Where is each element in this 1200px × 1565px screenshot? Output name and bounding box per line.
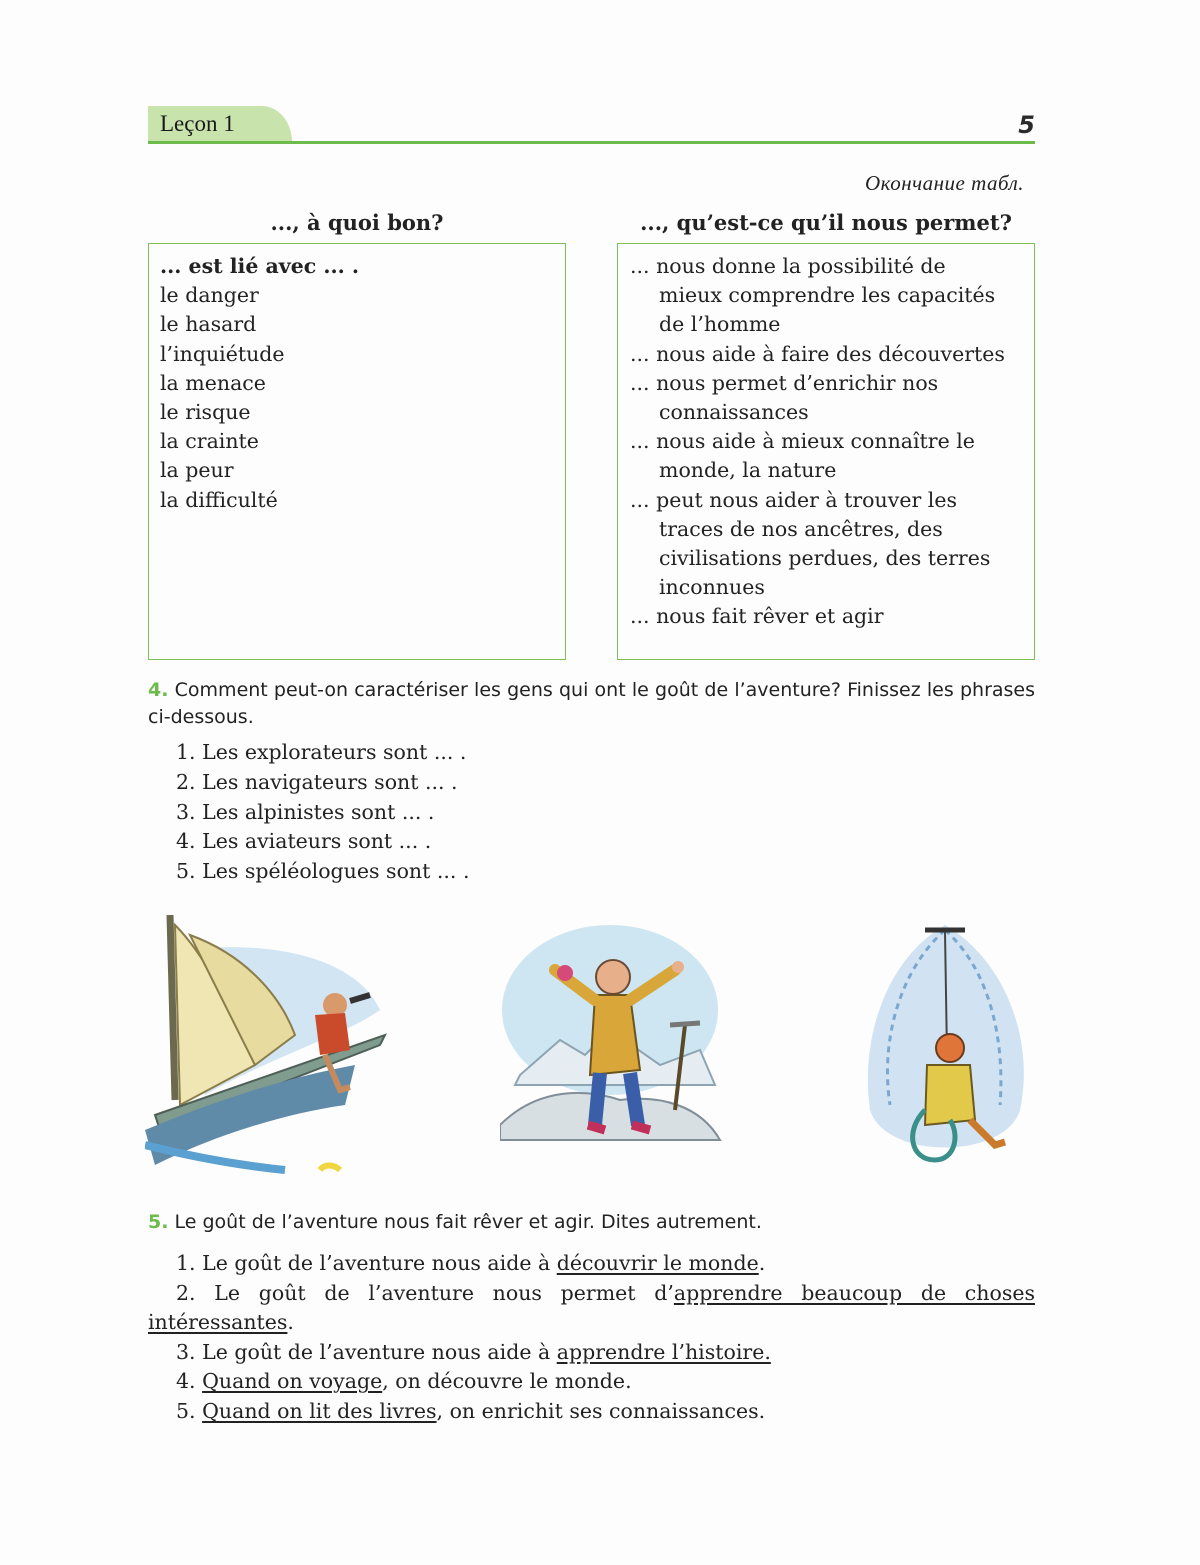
left-item: le hasard xyxy=(160,312,257,337)
page-header xyxy=(148,106,1035,144)
right-column-heading: ..., qu’est-ce qu’il nous permet? xyxy=(640,210,1012,235)
exercise-4-instruction xyxy=(148,677,1035,731)
speleologist-illustration xyxy=(855,920,1035,1180)
left-item: la peur xyxy=(160,458,234,483)
item-number: 2. xyxy=(176,1280,196,1305)
list-item: 5. Les spéléologues sont ... . xyxy=(176,859,470,884)
page-number: 5 xyxy=(1018,111,1035,139)
item-text: Le goût de l’aventure nous permet d’ xyxy=(214,1280,674,1305)
left-item: la crainte xyxy=(160,429,259,454)
left-item: la difficulté xyxy=(160,487,278,512)
underlined-phrase: Quand on voyage xyxy=(202,1369,383,1394)
item-text: Le goût de l’aventure nous aide à xyxy=(202,1251,557,1275)
list-item xyxy=(148,1279,1035,1338)
alpinist-illustration xyxy=(500,925,725,1155)
item-number: 4. xyxy=(176,1369,196,1394)
exercise-4-list xyxy=(176,738,469,887)
left-item: la menace xyxy=(160,370,266,395)
underlined-phrase: découvrir le monde xyxy=(556,1251,759,1275)
item-text-end: . xyxy=(758,1251,766,1275)
list-item: 1. Les explorateurs sont ... . xyxy=(176,740,467,764)
list-item xyxy=(148,1367,1035,1397)
right-item: ... nous aide à mieux connaître le monde, la nature xyxy=(630,429,975,483)
table-caption: Окончание табл. xyxy=(865,171,1024,195)
right-item: ... nous aide à faire des découvertes xyxy=(630,341,1005,366)
item-text-end: . xyxy=(287,1310,294,1335)
item-number: 3. xyxy=(176,1339,196,1364)
exercise-5-number: 5. xyxy=(148,1211,169,1233)
underlined-phrase: apprendre beaucoup de choses intéressantes xyxy=(148,1280,1035,1335)
lesson-tab xyxy=(148,106,292,142)
exercise-4-number: 4. xyxy=(148,679,169,701)
right-item: ... nous fait rêver et agir xyxy=(630,604,884,629)
lesson-label: Leçon 1 xyxy=(160,111,235,136)
underlined-phrase: apprendre l’histoire. xyxy=(556,1339,771,1364)
list-item xyxy=(148,1397,1035,1427)
underlined-phrase: Quand on lit des livres xyxy=(202,1398,437,1423)
left-item: le risque xyxy=(160,400,251,425)
exercise-5-instruction xyxy=(148,1209,1035,1236)
list-item xyxy=(148,1338,1035,1368)
item-number: 1. xyxy=(176,1251,196,1275)
exercise-5-list xyxy=(148,1249,1035,1427)
item-text: Le goût de l’aventure nous aide à xyxy=(202,1339,557,1364)
left-item: l’inquiétude xyxy=(160,341,285,366)
item-text-end: , on enrichit ses connaissances. xyxy=(436,1398,766,1423)
right-item: ... nous donne la possibilité de mieux comprendre les capacités de l’homme xyxy=(630,254,996,337)
item-number: 5. xyxy=(176,1398,196,1423)
right-item: ... peut nous aider à trouver les traces de nos ancêtres, des civilisations perdues, des terres inconnues xyxy=(630,487,991,600)
left-item: le danger xyxy=(160,283,259,308)
list-item xyxy=(148,1249,1035,1279)
explorer-on-ship-illustration xyxy=(145,915,390,1175)
list-item: 4. Les aviateurs sont ... . xyxy=(176,829,432,854)
left-column-heading: ..., à quoi bon? xyxy=(270,210,444,235)
list-item: 3. Les alpinistes sont ... . xyxy=(176,799,435,824)
left-intro: ... est lié avec ... . xyxy=(160,254,360,278)
header-rule xyxy=(148,141,1035,144)
right-item: ... nous permet d’enrichir nos connaissances xyxy=(630,370,939,425)
exercise-5-text: Le goût de l’aventure nous fait rêver et agir. Dites autrement. xyxy=(174,1211,762,1233)
list-item: 2. Les navigateurs sont ... . xyxy=(176,769,458,794)
exercise-4-text: Comment peut-on caractériser les gens qui ont le goût de l’aventure? Finissez les phrases ci-dessous. xyxy=(148,679,1036,728)
item-text-end: , on découvre le monde. xyxy=(382,1369,632,1394)
left-table-cell xyxy=(148,243,566,660)
right-table-cell xyxy=(617,243,1035,660)
